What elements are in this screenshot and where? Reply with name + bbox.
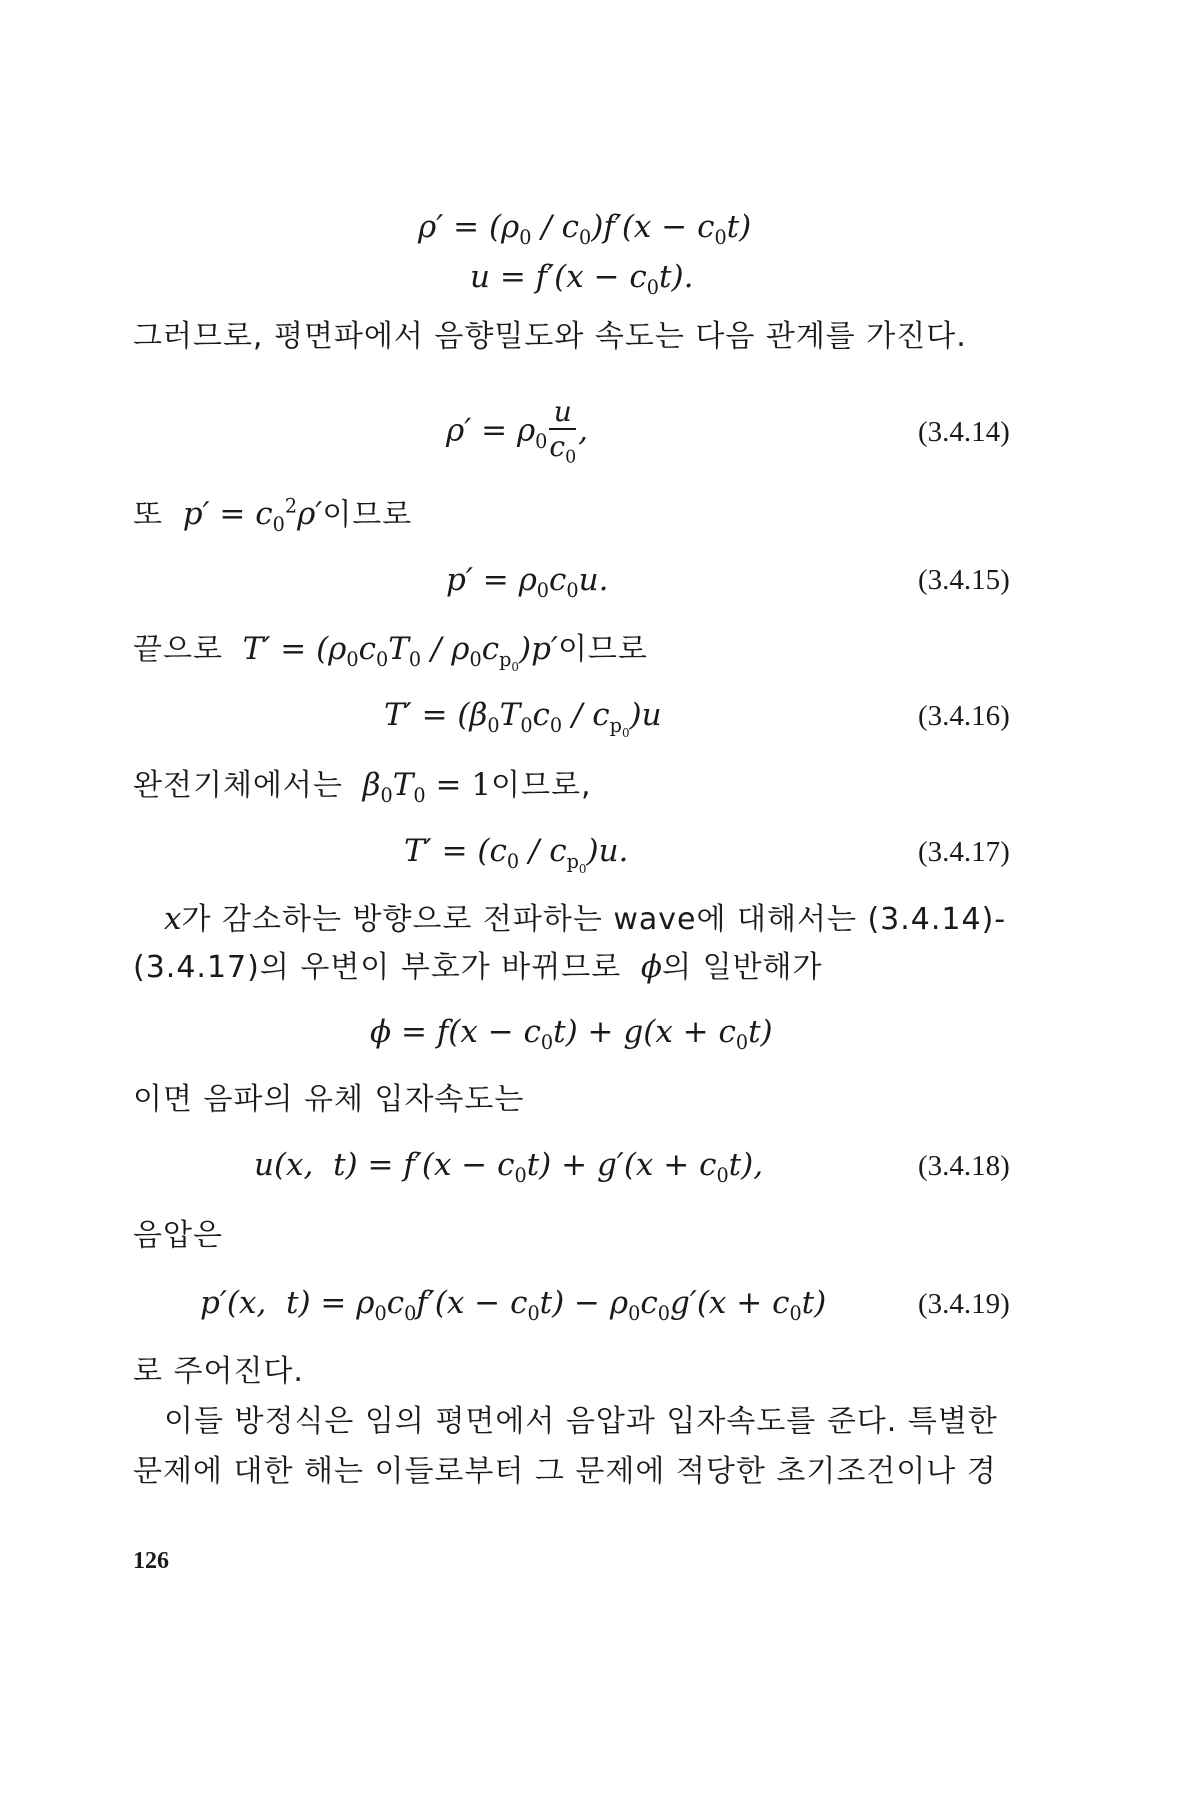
equation-phi: $\phi = f(x - c_0t) + g(x + c_0t)$ bbox=[370, 1014, 773, 1055]
text-also: 또 bbox=[133, 497, 163, 533]
line-also: 또 $p' = c_0^2\rho'$이므로 bbox=[133, 495, 413, 537]
paragraph-3-line-2: 문제에 대한 해는 이들로부터 그 문제에 적당한 초기조건이나 경 bbox=[133, 1454, 997, 1489]
equation-number-3-4-15: (3.4.15) bbox=[918, 564, 1010, 596]
paragraph-2-line-1: x가 감소하는 방향으로 전파하는 wave에 대해서는 (3.4.14)- bbox=[164, 901, 1007, 937]
equation-number-3-4-19: (3.4.19) bbox=[918, 1288, 1010, 1320]
equation-3-4-15: $p' = \rho_0c_0u$. bbox=[446, 562, 609, 603]
paragraph-1: 그러므로, 평면파에서 음향밀도와 속도는 다음 관계를 가진다. bbox=[133, 319, 967, 354]
text-imeuro-1: 이므로 bbox=[322, 497, 413, 533]
page-number: 126 bbox=[133, 1548, 169, 1574]
text-imeuro-2: 이므로 bbox=[557, 632, 648, 667]
equation-3-4-14: $\rho' = \rho_0$ $\frac{u}{c_0}$ , bbox=[446, 395, 588, 468]
line-ideal-gas: 완전기체에서는 $\beta_0T_0 = 1$이므로, bbox=[133, 767, 592, 808]
paragraph-2-line-1-text: 가 감소하는 방향으로 전파하는 wave에 대해서는 (3.4.14)- bbox=[181, 902, 1007, 937]
paragraph-2-line-2a: (3.4.17)의 우변이 부호가 바뀌므로 bbox=[133, 950, 622, 985]
text-ideal-gas: 완전기체에서는 bbox=[133, 768, 343, 803]
text-kkeuteuro: 끝으로 bbox=[133, 632, 223, 667]
paragraph-2-line-2b: 의 일반해가 bbox=[662, 950, 823, 985]
equation-3-4-16: $T' = (\beta_0T_0c_0 / c_{p_0})u$ bbox=[384, 697, 662, 741]
equation-u: $u = f'(x - c_0t)$. bbox=[470, 259, 694, 300]
text-eumap: 음압은 bbox=[133, 1218, 223, 1253]
text-imyeon: 이면 음파의 유체 입자속도는 bbox=[133, 1082, 525, 1117]
equation-number-3-4-16: (3.4.16) bbox=[918, 700, 1010, 732]
text-ro-jueojinda: 로 주어진다. bbox=[133, 1354, 304, 1389]
equation-number-3-4-17: (3.4.17) bbox=[918, 836, 1010, 868]
equation-rho-prime: $\rho' = (\rho_0 / c_0)f'(x - c_0t)$ bbox=[418, 209, 752, 250]
paragraph-3-line-1: 이들 방정식은 임의 평면에서 음압과 입자속도를 준다. 특별한 bbox=[164, 1404, 998, 1439]
equation-3-4-17: $T' = (c_0 / c_{p_0})u$. bbox=[404, 833, 629, 877]
text-ideal-gas-end: 이므로, bbox=[491, 768, 592, 803]
equation-number-3-4-18: (3.4.18) bbox=[918, 1150, 1010, 1182]
paragraph-2-line-2: (3.4.17)의 우변이 부호가 바뀌므로 ϕ의 일반해가 bbox=[133, 949, 823, 985]
equation-3-4-19: p′(x, $t) = \rho_0c_0f'(x - c_0t) - \rho_0c_0g'(x + c_0t)$ bbox=[200, 1285, 827, 1326]
equation-number-3-4-14: (3.4.14) bbox=[918, 416, 1010, 448]
equation-3-4-18: u(x, $t) = f'(x - c_0t) + g'(x + c_0t)$, bbox=[254, 1147, 764, 1188]
line-kkeuteuro: 끝으로 $T' = (\rho_0c_0T_0 / \rho_0c_{p_0})p'$이므로 bbox=[133, 631, 648, 675]
